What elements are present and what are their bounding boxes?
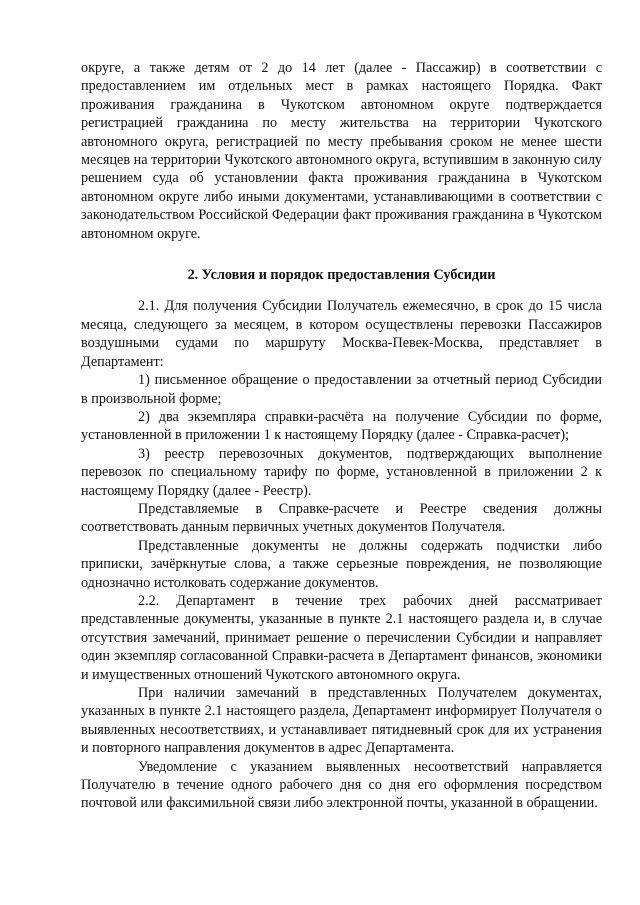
paragraph-document-requirements: Представленные документы не должны содержать подчистки либо приписки, зачёркнутые слова, а также серьезные повреждения, не позволяющие однозначно истолковать содержание документов.	[81, 537, 602, 591]
section-heading: 2. Условия и порядок предоставления Субсидии	[187, 267, 496, 284]
paragraph-2-2: 2.2. Департамент в течение трех рабочих дней рассматривает представленные документы, указанные в пункте 2.1 настоящего раздела и, в случае отсутствия замечаний, принимает решение о перечислении Субсидии и направляет один экземпляр согласованной Справки-расчета в Департамент финансов, экономики и имущественных отношений Чукотского автономного округа.	[81, 592, 602, 683]
paragraph-2-1: 2.1. Для получения Субсидии Получатель ежемесячно, в срок до 15 числа месяца, следующего за месяцем, в котором осуществлены перевозки Пассажиров воздушными судами по маршруту Москва-Певек-Москва, представляет в Департамент:	[81, 298, 602, 370]
paragraph-remarks: При наличии замечаний в представленных Получателем документах, указанных в пункте 2.1 настоящего раздела, Департамент информирует Получателя о выявленных несоответствиях, и устанавливает пятидневный срок для их устранения и повторного направления документов в адрес Департамента.	[81, 685, 602, 757]
list-item-2: 2) два экземпляра справки-расчёта на получение Субсидии по форме, установленной в приложении 1 к настоящему Порядку (далее - Справка-расчет);	[81, 408, 602, 444]
list-item-3: 3) реестр перевозочных документов, подтверждающих выполнение перевозок по специальному тарифу по форме, установленной в приложении 2 к настоящему Порядку (далее - Реестр).	[81, 445, 602, 499]
list-item-1: 1) письменное обращение о предоставлении за отчетный период Субсидии в произвольной форме;	[81, 372, 602, 407]
paragraph-notification: Уведомление с указанием выявленных несоответствий направляется Получателю в течение одного рабочего дня со дня его оформления посредством почтовой или факсимильной связи либо электронной почты, указанной в обращении.	[81, 758, 602, 812]
intro-paragraph: округе, а также детям от 2 до 14 лет (далее - Пассажир) в соответствии с предоставлением им отдельных мест в рамках настоящего Порядка. Факт проживания гражданина в Чукотском автономном округе подтверждается регистрацией гражданина по месту жительства на территории Чукотского автономного округа, регистрацией по месту пребывания сроком не менее шести месяцев на территории Чукотского автономного округа, вступившим в законную силу решением суда об установлении факта проживания гражданина в Чукотском автономном округе либо иными документами, устанавливающими в соответствии с законодательством Российской Федерации факт проживания гражданина в Чукотском автономном округе.	[81, 60, 602, 242]
paragraph-data-consistency: Представляемые в Справке-расчете и Реестре сведения должны соответствовать данным первичных учетных документов Получателя.	[81, 500, 602, 536]
